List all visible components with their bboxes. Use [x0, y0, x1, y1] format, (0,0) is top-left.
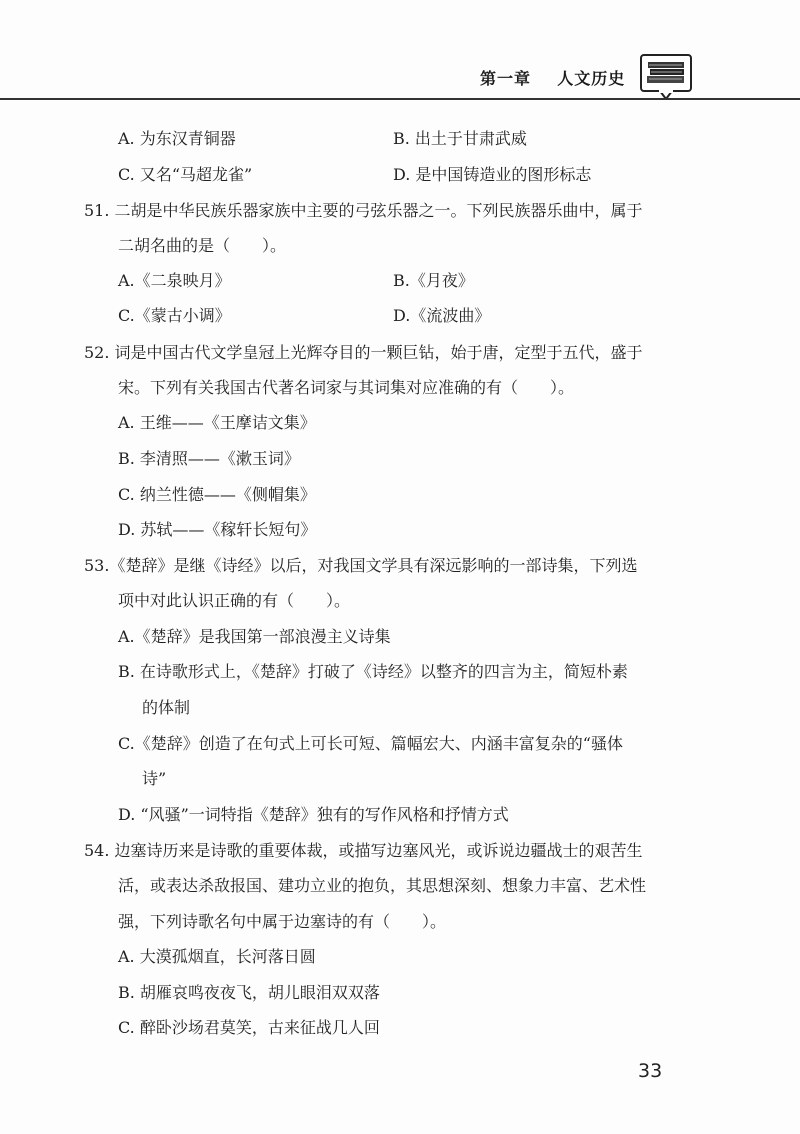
q52-option-d: D. 苏轼——《稼轩长短句》 [118, 520, 317, 539]
q53-stem-line2: 项中对此认识正确的有（ ）。 [118, 591, 351, 610]
q52-option-a: A. 王维——《王摩诘文集》 [118, 413, 316, 432]
q53-option-c-line2: 诗” [142, 769, 167, 788]
q52-option-c: C. 纳兰性德——《侧帽集》 [118, 485, 316, 504]
q52-stem-line2: 宋。下列有关我国古代著名词家与其词集对应准确的有（ ）。 [118, 378, 575, 397]
q51-stem-line2: 二胡名曲的是（ ）。 [118, 236, 287, 255]
q54-option-b: B. 胡雁哀鸣夜夜飞，胡儿眼泪双双落 [118, 983, 380, 1002]
q53-option-b-line2: 的体制 [142, 698, 191, 717]
q51-option-c: C.《蒙古小调》 [118, 306, 231, 325]
q52-stem-line1: 52. 词是中国古代文学皇冠上光辉夺目的一颗巨钻，始于唐，定型于五代，盛于 [84, 343, 643, 362]
chapter-title: 第一章 人文历史 [480, 69, 626, 88]
q51-option-b: B.《月夜》 [393, 271, 474, 290]
q53-option-d: D. “风骚”一词特指《楚辞》独有的写作风格和抒情方式 [118, 805, 509, 824]
q54-stem-line1: 54. 边塞诗历来是诗歌的重要体裁，或描写边塞风光，或诉说边疆战士的艰苦生 [84, 841, 643, 860]
page-number: 33 [638, 1060, 663, 1082]
q54-option-a: A. 大漠孤烟直，长河落日圆 [118, 947, 316, 966]
q54-stem-line2: 活，或表达杀敌报国、建功立业的抱负，其思想深刻、想象力丰富、艺术性 [118, 876, 647, 895]
q52-option-b: B. 李清照——《漱玉词》 [118, 449, 300, 468]
q54-stem-line3: 强，下列诗歌名句中属于边塞诗的有（ ）。 [118, 912, 447, 931]
q53-option-b-line1: B. 在诗歌形式上，《楚辞》打破了《诗经》以整齐的四言为主，简短朴素 [118, 662, 628, 681]
q51-stem-line1: 51. 二胡是中华民族乐器家族中主要的弓弦乐器之一。下列民族器乐曲中，属于 [84, 201, 643, 220]
q51-option-d: D.《流波曲》 [393, 306, 491, 325]
q53-option-a: A.《楚辞》是我国第一部浪漫主义诗集 [118, 627, 391, 646]
q50-option-c: C. 又名“马超龙雀” [118, 165, 253, 184]
q50-option-b: B. 出土于甘肃武威 [393, 129, 527, 148]
q50-option-a: A. 为东汉青铜器 [118, 129, 236, 148]
q53-option-c-line1: C.《楚辞》创造了在句式上可长可短、篇幅宏大、内涵丰富复杂的“骚体 [118, 734, 623, 753]
q51-option-a: A.《二泉映月》 [118, 271, 231, 290]
q50-option-d: D. 是中国铸造业的图形标志 [393, 165, 592, 184]
q53-stem-line1: 53.《楚辞》是继《诗经》以后，对我国文学具有深远影响的一部诗集，下列选 [84, 556, 638, 575]
q54-option-c: C. 醉卧沙场君莫笑，古来征战几人回 [118, 1018, 380, 1037]
